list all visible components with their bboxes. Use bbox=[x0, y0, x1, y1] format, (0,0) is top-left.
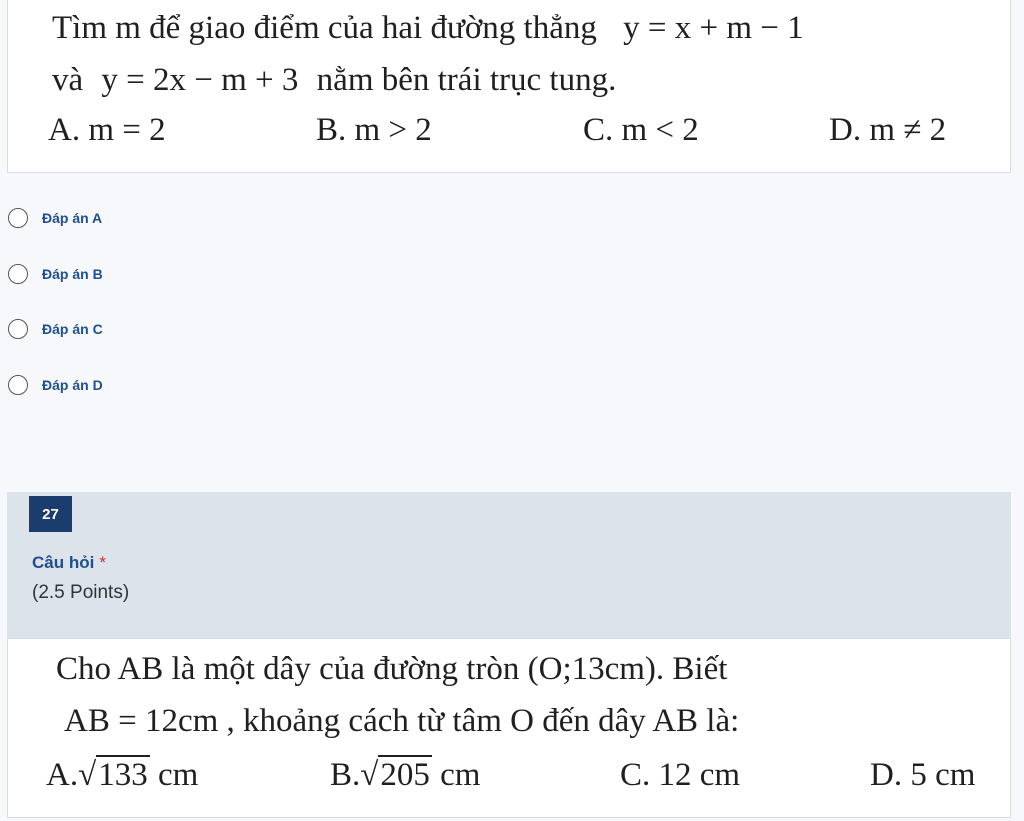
choice-label: Đáp án A bbox=[42, 210, 103, 226]
question-image bbox=[7, 638, 1011, 818]
radio-button[interactable] bbox=[8, 264, 28, 284]
option-c: C. 12 cm bbox=[620, 757, 741, 793]
option-b: B.√205 cm bbox=[330, 757, 481, 793]
question-text-line bbox=[52, 10, 804, 47]
question-title-text: Câu hỏi bbox=[32, 553, 95, 572]
question-text: Tìm m để giao điểm của hai đường thẳng bbox=[52, 10, 597, 46]
answer-choice-c[interactable] bbox=[8, 317, 103, 341]
choice-label: Đáp án B bbox=[42, 266, 103, 282]
choice-label: Đáp án D bbox=[42, 377, 103, 393]
question-text-line: AB = 12cm , khoảng cách từ tâm O đến dây AB là: bbox=[64, 703, 740, 739]
question-text-line bbox=[52, 62, 616, 99]
answer-choice-d[interactable] bbox=[8, 373, 103, 397]
question-header bbox=[7, 492, 1011, 638]
question-text: nằm bên trái trục tung. bbox=[316, 62, 617, 98]
question-text-line: Cho AB là một dây của đường tròn (O;13cm). Biết bbox=[56, 651, 728, 687]
radio-button[interactable] bbox=[8, 208, 28, 228]
option-d: D. m ≠ 2 bbox=[829, 112, 947, 148]
radio-button[interactable] bbox=[8, 319, 28, 339]
answer-choice-a[interactable] bbox=[8, 206, 102, 230]
option-b: B. m > 2 bbox=[316, 112, 432, 148]
option-d: D. 5 cm bbox=[870, 757, 976, 793]
choice-label: Đáp án C bbox=[42, 321, 103, 337]
answer-choice-b[interactable] bbox=[8, 262, 103, 286]
question-points: (2.5 Points) bbox=[32, 582, 130, 603]
question-number-badge: 27 bbox=[29, 496, 72, 532]
radio-button[interactable] bbox=[8, 375, 28, 395]
equation: y = 2x − m + 3 bbox=[101, 62, 299, 98]
option-a: A. m = 2 bbox=[48, 112, 166, 148]
option-c: C. m < 2 bbox=[583, 112, 699, 148]
question-title bbox=[32, 553, 106, 573]
required-mark: * bbox=[99, 553, 106, 572]
question-text: và bbox=[52, 62, 84, 98]
option-a: A.√133 cm bbox=[46, 757, 199, 793]
equation: y = x + m − 1 bbox=[623, 10, 804, 46]
question-image bbox=[7, 0, 1011, 173]
